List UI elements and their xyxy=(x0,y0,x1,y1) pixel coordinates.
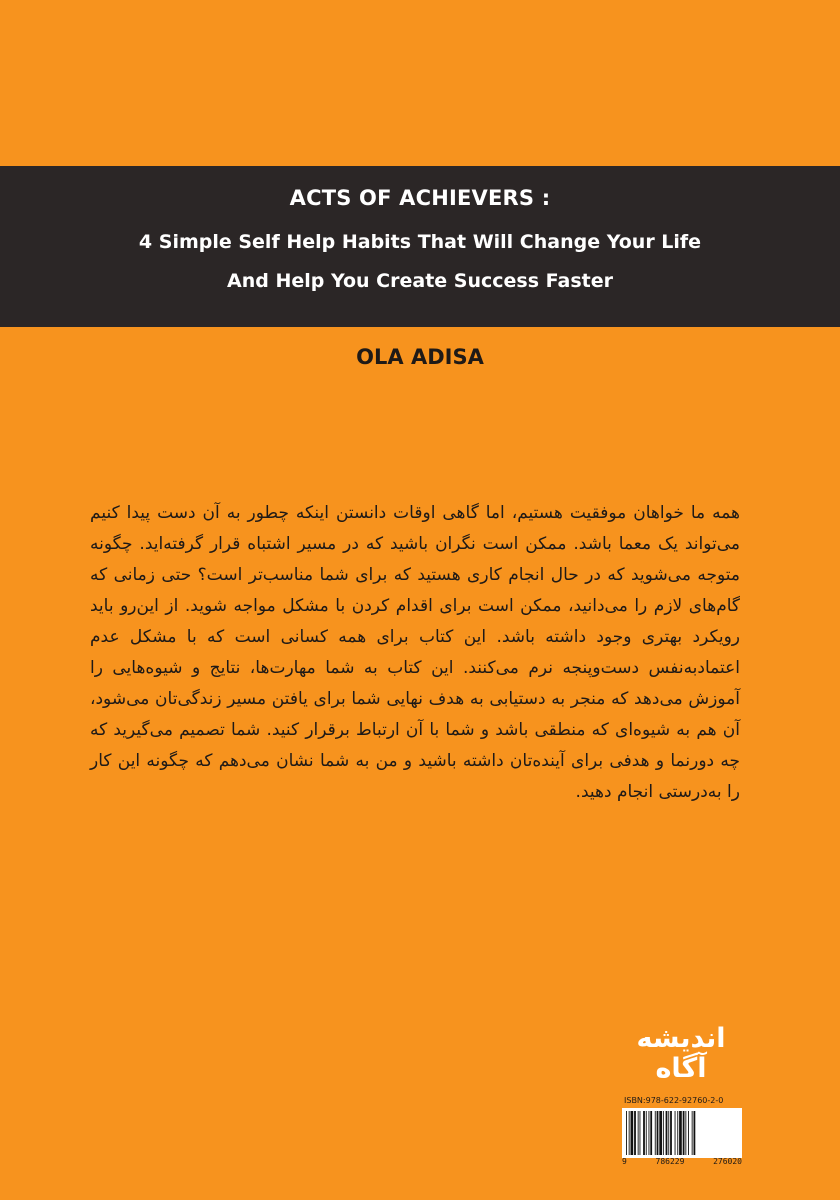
barcode-bar xyxy=(659,1111,662,1155)
barcode-bar xyxy=(677,1111,678,1155)
barcode-bar xyxy=(650,1111,652,1155)
book-subtitle-line-2: And Help You Create Success Faster xyxy=(227,270,613,292)
barcode-bar xyxy=(694,1111,696,1155)
barcode-bar xyxy=(655,1111,656,1155)
barcode-bar xyxy=(649,1111,650,1155)
barcode-bar xyxy=(685,1111,686,1155)
book-subtitle-line-1: 4 Simple Self Help Habits That Will Change Your Life xyxy=(138,231,702,253)
barcode-bar xyxy=(634,1111,636,1155)
barcode-bar xyxy=(668,1111,669,1155)
isbn-label: ISBN:978-622-92760-2-0 xyxy=(624,1096,724,1105)
barcode-bar xyxy=(626,1111,627,1155)
barcode-bar xyxy=(629,1111,630,1155)
barcode-bar xyxy=(631,1111,634,1155)
barcode-bar xyxy=(657,1111,659,1155)
publisher-logo-line-1: اندیشه xyxy=(636,1023,726,1054)
barcode-bar xyxy=(675,1111,676,1155)
barcode-bar xyxy=(692,1111,693,1155)
barcode-digits-left: 786229 xyxy=(655,1157,685,1166)
barcode-bar xyxy=(688,1111,689,1155)
barcode-digits-right: 276020 xyxy=(713,1157,742,1166)
barcode-bar xyxy=(679,1111,682,1155)
barcode-bar xyxy=(670,1111,672,1155)
barcode-bar xyxy=(663,1111,664,1155)
barcode-bar xyxy=(638,1111,639,1155)
barcode-bar xyxy=(640,1111,641,1155)
barcode-bar xyxy=(666,1111,668,1155)
barcode-graphic xyxy=(622,1108,742,1158)
barcode xyxy=(622,1108,742,1158)
title-band xyxy=(0,166,840,327)
barcode-bar xyxy=(646,1111,647,1155)
back-cover-blurb: همه ما خواهان موفقیت هستیم، اما گاهی اوقات دانستن اینکه چطور به آن دست پیدا کنیم می‌تواند یک معما باشد. ممکن است نگران باشید که در مسیر اشتباه قرار گرفته‌اید. چگونه متوجه می‌شوید که در حال انجام کاری هستید که برای شما مناسب‌تر است؟ حتی زمانی که گام‌های لازم را می‌دانید، ممکن است برای اقدام کردن با مشکل مواجه شوید. از این‌رو باید رویکرد بهتری وجود داشته باشد. این کتاب برای همه کسانی است که با مشکل عدم اعتمادبه‌نفس دست‌وپنجه نرم می‌کنند. این کتاب به شما مهارت‌ها، نتایج و شیوه‌هایی را آموزش می‌دهد که منجر به دستیابی به هدف نهایی شما برای یافتن مسیر زندگی‌تان می‌شود، آن هم به شیوه‌ای که منطقی باشد و شما با آن ارتباط برقرار کنید. شما تصمیم می‌گیرید که چه دورنما و هدفی برای آینده‌تان داشته باشید و من به شما نشان می‌دهم که چگونه این کار را به‌درستی انجام دهید. xyxy=(90,503,740,802)
author-name: OLA ADISA xyxy=(356,345,484,369)
barcode-bar xyxy=(643,1111,645,1155)
publisher-logo-line-2: آگاه xyxy=(655,1053,707,1084)
barcode-digit-first: 9 xyxy=(622,1157,627,1166)
barcode-digits xyxy=(622,1157,742,1166)
publisher-logo xyxy=(622,1024,740,1084)
barcode-bar xyxy=(683,1111,685,1155)
book-title: ACTS OF ACHIEVERS : xyxy=(289,186,551,210)
